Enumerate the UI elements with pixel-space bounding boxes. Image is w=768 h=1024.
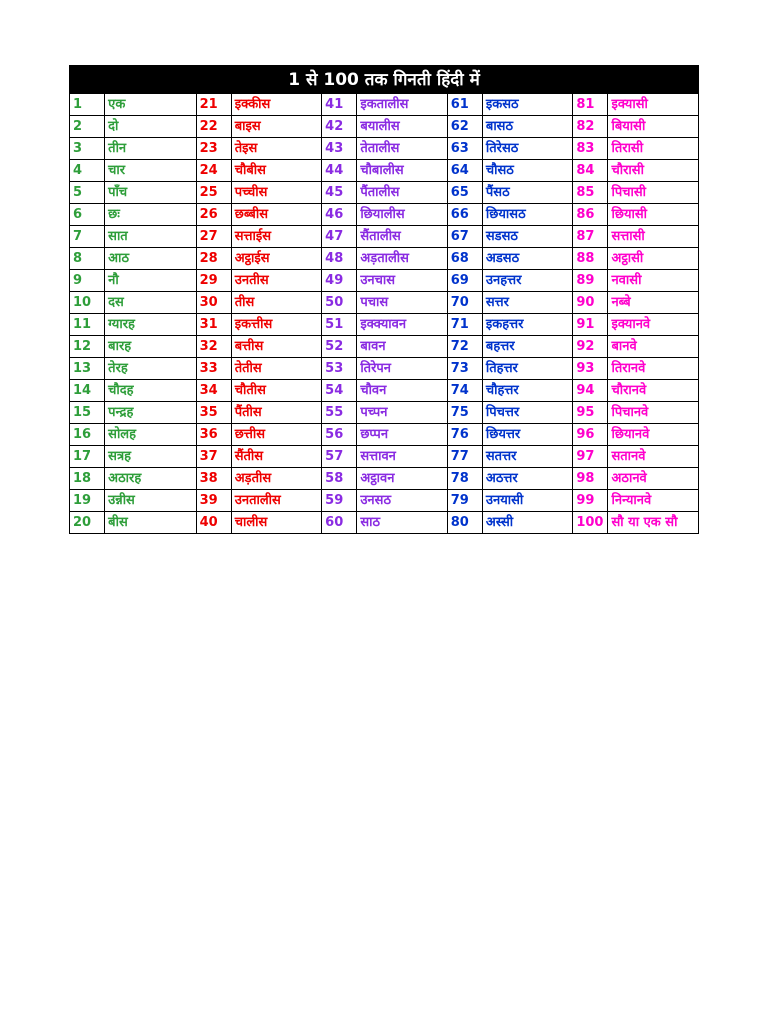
hindi-word-cell: सतानवे <box>608 446 699 468</box>
hindi-word-cell: पच्पन <box>357 402 447 424</box>
table-row <box>70 116 699 138</box>
number-cell: 23 <box>196 138 231 160</box>
hindi-word-cell: चौबालीस <box>357 160 447 182</box>
table-row <box>70 94 699 116</box>
hindi-word-cell: इक्कीस <box>231 94 321 116</box>
hindi-word-cell: सत्ताईस <box>231 226 321 248</box>
number-cell: 14 <box>70 380 105 402</box>
number-cell: 8 <box>70 248 105 270</box>
table-row <box>70 512 699 534</box>
hindi-word-cell: बहत्तर <box>482 336 572 358</box>
hindi-word-cell: बीस <box>105 512 196 534</box>
number-cell: 89 <box>573 270 608 292</box>
number-cell: 25 <box>196 182 231 204</box>
hindi-word-cell: चौबीस <box>231 160 321 182</box>
hindi-word-cell: पैंसठ <box>482 182 572 204</box>
number-cell: 70 <box>447 292 482 314</box>
hindi-word-cell: सत्तावन <box>357 446 447 468</box>
number-cell: 54 <box>322 380 357 402</box>
hindi-word-cell: छियानवे <box>608 424 699 446</box>
hindi-word-cell: अड़तालीस <box>357 248 447 270</box>
table-row <box>70 336 699 358</box>
hindi-word-cell: चालीस <box>231 512 321 534</box>
hindi-word-cell: पिचासी <box>608 182 699 204</box>
number-cell: 71 <box>447 314 482 336</box>
number-cell: 76 <box>447 424 482 446</box>
number-cell: 96 <box>573 424 608 446</box>
hindi-word-cell: छियत्तर <box>482 424 572 446</box>
number-cell: 94 <box>573 380 608 402</box>
number-cell: 33 <box>196 358 231 380</box>
number-cell: 59 <box>322 490 357 512</box>
number-cell: 43 <box>322 138 357 160</box>
number-cell: 80 <box>447 512 482 534</box>
number-cell: 36 <box>196 424 231 446</box>
table-row <box>70 314 699 336</box>
number-cell: 57 <box>322 446 357 468</box>
hindi-word-cell: तेइस <box>231 138 321 160</box>
number-cell: 88 <box>573 248 608 270</box>
number-cell: 69 <box>447 270 482 292</box>
number-cell: 47 <box>322 226 357 248</box>
number-cell: 15 <box>70 402 105 424</box>
number-cell: 98 <box>573 468 608 490</box>
number-cell: 85 <box>573 182 608 204</box>
hindi-word-cell: छियालीस <box>357 204 447 226</box>
hindi-word-cell: तिरासी <box>608 138 699 160</box>
number-cell: 64 <box>447 160 482 182</box>
table-row <box>70 358 699 380</box>
number-cell: 18 <box>70 468 105 490</box>
number-cell: 100 <box>573 512 608 534</box>
hindi-word-cell: छियासठ <box>482 204 572 226</box>
hindi-word-cell: सात <box>105 226 196 248</box>
hindi-word-cell: तेतालीस <box>357 138 447 160</box>
number-cell: 45 <box>322 182 357 204</box>
number-cell: 87 <box>573 226 608 248</box>
hindi-word-cell: सैंतीस <box>231 446 321 468</box>
hindi-word-cell: तिरानवे <box>608 358 699 380</box>
number-cell: 30 <box>196 292 231 314</box>
hindi-word-cell: उनचास <box>357 270 447 292</box>
hindi-word-cell: बारह <box>105 336 196 358</box>
number-cell: 21 <box>196 94 231 116</box>
table-row <box>70 292 699 314</box>
hindi-word-cell: तिहत्तर <box>482 358 572 380</box>
number-cell: 84 <box>573 160 608 182</box>
hindi-word-cell: बत्तीस <box>231 336 321 358</box>
hindi-word-cell: चौदह <box>105 380 196 402</box>
number-cell: 67 <box>447 226 482 248</box>
hindi-word-cell: दस <box>105 292 196 314</box>
hindi-word-cell: पैंतालीस <box>357 182 447 204</box>
hindi-word-cell: नौ <box>105 270 196 292</box>
number-cell: 42 <box>322 116 357 138</box>
hindi-word-cell: आठ <box>105 248 196 270</box>
number-cell: 48 <box>322 248 357 270</box>
hindi-word-cell: नवासी <box>608 270 699 292</box>
number-cell: 39 <box>196 490 231 512</box>
number-cell: 61 <box>447 94 482 116</box>
hindi-word-cell: बाइस <box>231 116 321 138</box>
hindi-word-cell: बियासी <box>608 116 699 138</box>
hindi-word-cell: चौहत्तर <box>482 380 572 402</box>
number-cell: 35 <box>196 402 231 424</box>
hindi-word-cell: इकत्तीस <box>231 314 321 336</box>
table-row <box>70 490 699 512</box>
hindi-word-cell: सडसठ <box>482 226 572 248</box>
hindi-word-cell: अठानवे <box>608 468 699 490</box>
counting-sheet <box>69 65 699 534</box>
number-cell: 20 <box>70 512 105 534</box>
number-cell: 77 <box>447 446 482 468</box>
number-cell: 46 <box>322 204 357 226</box>
table-row <box>70 248 699 270</box>
number-cell: 81 <box>573 94 608 116</box>
hindi-word-cell: दो <box>105 116 196 138</box>
table-row <box>70 204 699 226</box>
hindi-word-cell: बानवे <box>608 336 699 358</box>
number-cell: 7 <box>70 226 105 248</box>
hindi-word-cell: उनयासी <box>482 490 572 512</box>
hindi-word-cell: चौरानवे <box>608 380 699 402</box>
hindi-word-cell: चौरासी <box>608 160 699 182</box>
hindi-word-cell: इकसठ <box>482 94 572 116</box>
table-row <box>70 270 699 292</box>
number-cell: 10 <box>70 292 105 314</box>
number-cell: 72 <box>447 336 482 358</box>
number-cell: 41 <box>322 94 357 116</box>
hindi-word-cell: निन्यानवे <box>608 490 699 512</box>
number-cell: 75 <box>447 402 482 424</box>
number-cell: 99 <box>573 490 608 512</box>
table-row <box>70 182 699 204</box>
number-cell: 49 <box>322 270 357 292</box>
number-cell: 17 <box>70 446 105 468</box>
number-cell: 24 <box>196 160 231 182</box>
hindi-word-cell: छः <box>105 204 196 226</box>
hindi-word-cell: सैंतालीस <box>357 226 447 248</box>
hindi-word-cell: सौ या एक सौ <box>608 512 699 534</box>
number-cell: 32 <box>196 336 231 358</box>
hindi-word-cell: चौतीस <box>231 380 321 402</box>
table-row <box>70 424 699 446</box>
number-cell: 19 <box>70 490 105 512</box>
number-cell: 22 <box>196 116 231 138</box>
table-row <box>70 468 699 490</box>
number-cell: 6 <box>70 204 105 226</box>
number-cell: 52 <box>322 336 357 358</box>
number-cell: 28 <box>196 248 231 270</box>
hindi-word-cell: इक्यासी <box>608 94 699 116</box>
hindi-word-cell: पैंतीस <box>231 402 321 424</box>
number-cell: 63 <box>447 138 482 160</box>
hindi-word-cell: चौसठ <box>482 160 572 182</box>
hindi-word-cell: उनहत्तर <box>482 270 572 292</box>
number-cell: 53 <box>322 358 357 380</box>
hindi-word-cell: उनतालीस <box>231 490 321 512</box>
number-cell: 40 <box>196 512 231 534</box>
number-cell: 2 <box>70 116 105 138</box>
number-cell: 1 <box>70 94 105 116</box>
number-cell: 65 <box>447 182 482 204</box>
hindi-word-cell: सतत्तर <box>482 446 572 468</box>
hindi-word-cell: इक्यानवे <box>608 314 699 336</box>
number-cell: 79 <box>447 490 482 512</box>
hindi-word-cell: सत्तर <box>482 292 572 314</box>
hindi-word-cell: उन्नीस <box>105 490 196 512</box>
number-cell: 66 <box>447 204 482 226</box>
number-cell: 3 <box>70 138 105 160</box>
table-row <box>70 226 699 248</box>
number-cell: 78 <box>447 468 482 490</box>
number-cell: 27 <box>196 226 231 248</box>
hindi-word-cell: पचास <box>357 292 447 314</box>
number-cell: 74 <box>447 380 482 402</box>
hindi-word-cell: सोलह <box>105 424 196 446</box>
hindi-word-cell: उनतीस <box>231 270 321 292</box>
hindi-word-cell: छप्पन <box>357 424 447 446</box>
table-row <box>70 446 699 468</box>
number-cell: 5 <box>70 182 105 204</box>
number-cell: 50 <box>322 292 357 314</box>
number-cell: 90 <box>573 292 608 314</box>
hindi-word-cell: इकतालीस <box>357 94 447 116</box>
hindi-word-cell: चार <box>105 160 196 182</box>
number-cell: 12 <box>70 336 105 358</box>
hindi-word-cell: बासठ <box>482 116 572 138</box>
hindi-word-cell: छियासी <box>608 204 699 226</box>
table-row <box>70 138 699 160</box>
number-cell: 29 <box>196 270 231 292</box>
hindi-word-cell: तिरेसठ <box>482 138 572 160</box>
hindi-word-cell: अड़तीस <box>231 468 321 490</box>
hindi-word-cell: इक्क्यावन <box>357 314 447 336</box>
hindi-word-cell: नब्बे <box>608 292 699 314</box>
hindi-word-cell: इकहत्तर <box>482 314 572 336</box>
hindi-word-cell: अठारह <box>105 468 196 490</box>
hindi-word-cell: तिरेपन <box>357 358 447 380</box>
number-cell: 4 <box>70 160 105 182</box>
number-cell: 82 <box>573 116 608 138</box>
number-cell: 9 <box>70 270 105 292</box>
table-row <box>70 402 699 424</box>
number-cell: 34 <box>196 380 231 402</box>
number-cell: 56 <box>322 424 357 446</box>
number-cell: 62 <box>447 116 482 138</box>
number-cell: 58 <box>322 468 357 490</box>
hindi-word-cell: अडसठ <box>482 248 572 270</box>
hindi-word-cell: सत्तासी <box>608 226 699 248</box>
number-cell: 93 <box>573 358 608 380</box>
number-cell: 86 <box>573 204 608 226</box>
number-cell: 31 <box>196 314 231 336</box>
number-cell: 44 <box>322 160 357 182</box>
number-cell: 11 <box>70 314 105 336</box>
hindi-word-cell: अट्ठावन <box>357 468 447 490</box>
hindi-word-cell: अठत्तर <box>482 468 572 490</box>
hindi-word-cell: एक <box>105 94 196 116</box>
number-cell: 97 <box>573 446 608 468</box>
number-cell: 55 <box>322 402 357 424</box>
counting-table <box>69 93 699 534</box>
hindi-word-cell: चौवन <box>357 380 447 402</box>
number-cell: 16 <box>70 424 105 446</box>
number-cell: 73 <box>447 358 482 380</box>
hindi-word-cell: पच्चीस <box>231 182 321 204</box>
hindi-word-cell: पन्द्रह <box>105 402 196 424</box>
table-row <box>70 380 699 402</box>
table-row <box>70 160 699 182</box>
number-cell: 51 <box>322 314 357 336</box>
number-cell: 92 <box>573 336 608 358</box>
number-cell: 37 <box>196 446 231 468</box>
hindi-word-cell: पिचत्तर <box>482 402 572 424</box>
hindi-word-cell: बयालीस <box>357 116 447 138</box>
hindi-word-cell: बावन <box>357 336 447 358</box>
hindi-word-cell: तेरह <box>105 358 196 380</box>
hindi-word-cell: अट्ठासी <box>608 248 699 270</box>
hindi-word-cell: अट्ठाईस <box>231 248 321 270</box>
number-cell: 91 <box>573 314 608 336</box>
number-cell: 83 <box>573 138 608 160</box>
hindi-word-cell: अस्सी <box>482 512 572 534</box>
hindi-word-cell: उनसठ <box>357 490 447 512</box>
hindi-word-cell: पाँच <box>105 182 196 204</box>
hindi-word-cell: सत्रह <box>105 446 196 468</box>
number-cell: 38 <box>196 468 231 490</box>
number-cell: 60 <box>322 512 357 534</box>
hindi-word-cell: छत्तीस <box>231 424 321 446</box>
hindi-word-cell: तेतीस <box>231 358 321 380</box>
hindi-word-cell: छब्बीस <box>231 204 321 226</box>
number-cell: 68 <box>447 248 482 270</box>
number-cell: 13 <box>70 358 105 380</box>
sheet-title: 1 से 100 तक गिनती हिंदी में <box>69 65 699 93</box>
number-cell: 95 <box>573 402 608 424</box>
hindi-word-cell: पिचानवे <box>608 402 699 424</box>
hindi-word-cell: ग्यारह <box>105 314 196 336</box>
hindi-word-cell: तीस <box>231 292 321 314</box>
hindi-word-cell: तीन <box>105 138 196 160</box>
number-cell: 26 <box>196 204 231 226</box>
hindi-word-cell: साठ <box>357 512 447 534</box>
